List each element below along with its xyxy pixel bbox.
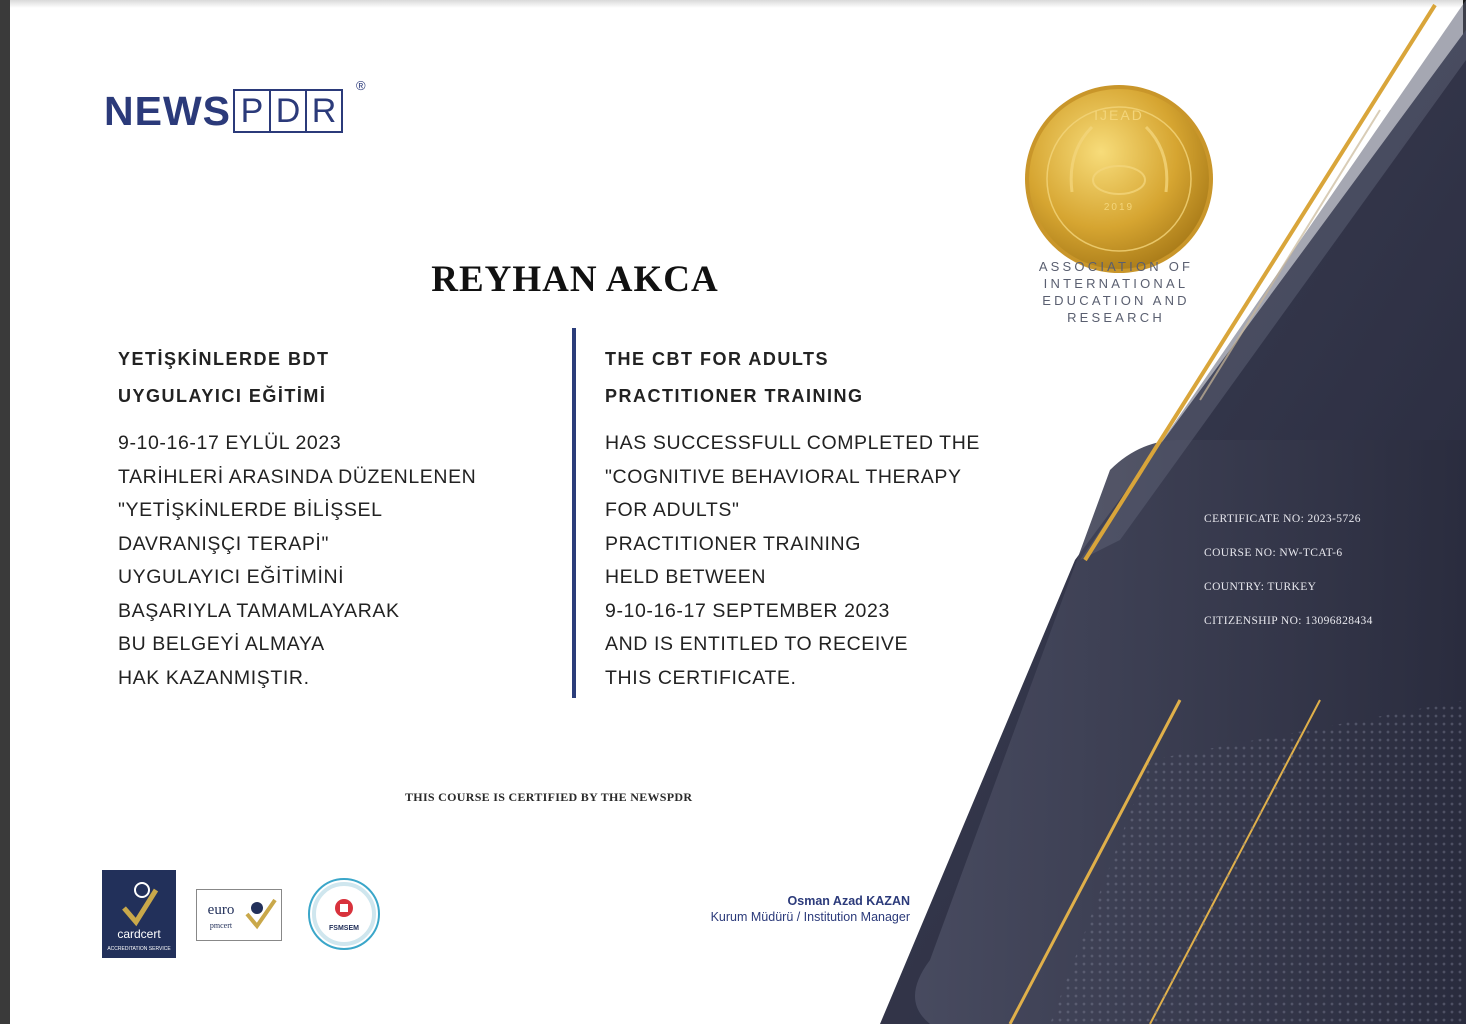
seal-top-text: IJEAD: [1094, 107, 1144, 123]
fsm-label: FSMSEM: [329, 925, 359, 932]
cardcert-badge-icon: [102, 870, 176, 958]
association-line: INTERNATIONAL: [1043, 276, 1189, 291]
association-line: EDUCATION AND: [1042, 293, 1190, 308]
heading-line: THE CBT FOR ADULTS: [605, 349, 829, 369]
body-line: HAS SUCCESSFULL COMPLETED THE: [605, 432, 980, 454]
newspdr-logo: [104, 78, 366, 136]
cardcert-sublabel: ACCREDITATION SERVICE: [107, 946, 171, 952]
logo-letter-p: P: [233, 89, 271, 133]
certificate-info: [1204, 502, 1373, 638]
body-line: TARİHLERİ ARASINDA DÜZENLENEN: [118, 465, 477, 488]
logo-letter-r: R: [305, 89, 343, 133]
turkish-text-column: [118, 341, 548, 695]
certification-note: THIS COURSE IS CERTIFIED BY THE NEWSPDR: [405, 790, 693, 804]
body-line: "YETİŞKİNLERDE BİLİŞSEL: [118, 499, 383, 521]
column-divider: [572, 328, 576, 698]
course-number: COURSE NO: NW-TCAT-6: [1204, 547, 1343, 559]
gold-seal-icon: [1022, 82, 1216, 276]
body-line: BU BELGEYİ ALMAYA: [118, 633, 325, 655]
body-line: AND IS ENTITLED TO RECEIVE: [605, 633, 909, 655]
cardcert-label: cardcert: [117, 927, 161, 941]
logo-pdr-boxes: [235, 89, 343, 133]
body-line: FOR ADULTS": [605, 499, 740, 521]
body-line: 9-10-16-17 EYLÜL 2023: [118, 432, 342, 454]
recipient-name: REYHAN AKCA: [431, 259, 719, 300]
heading-line: UYGULAYICI EĞİTİMİ: [118, 386, 327, 406]
seal-year: 2019: [1103, 202, 1135, 213]
turkish-body: [118, 427, 548, 695]
body-line: HELD BETWEEN: [605, 566, 767, 588]
logo-letter-d: D: [269, 89, 307, 133]
registered-mark: ®: [356, 78, 366, 93]
euro-label: euro: [207, 902, 235, 918]
english-body: [605, 427, 1045, 695]
english-text-column: [605, 341, 1045, 695]
heading-line: YETİŞKİNLERDE BDT: [118, 349, 330, 369]
association-text: [1020, 258, 1212, 326]
signatory-name: Osman Azad KAZAN: [787, 894, 910, 908]
country: COUNTRY: TURKEY: [1204, 581, 1317, 593]
heading-line: PRACTITIONER TRAINING: [605, 386, 864, 406]
euro-sublabel: pmcert: [209, 921, 233, 930]
body-line: UYGULAYICI EĞİTİMİNİ: [118, 566, 345, 588]
body-line: THIS CERTIFICATE.: [605, 666, 797, 689]
certificate-number: CERTIFICATE NO: 2023-5726: [1204, 513, 1361, 525]
association-line: ASSOCIATION OF: [1038, 259, 1194, 274]
fsmsem-badge-icon: [306, 876, 382, 952]
citizenship-number: CITIZENSHIP NO: 13096828434: [1204, 615, 1373, 627]
body-line: HAK KAZANMIŞTIR.: [118, 666, 310, 689]
body-line: 9-10-16-17 SEPTEMBER 2023: [605, 599, 890, 622]
signatory-role: Kurum Müdürü / Institution Manager: [710, 910, 910, 924]
body-line: "COGNITIVE BEHAVIORAL THERAPY: [605, 465, 962, 488]
body-line: PRACTITIONER TRAINING: [605, 532, 862, 555]
turkish-heading: [118, 341, 548, 415]
body-line: DAVRANIŞÇI TERAPİ": [118, 532, 329, 555]
english-heading: [605, 341, 1045, 415]
signatory-block: [640, 894, 910, 924]
euro-pmcert-badge-icon: [196, 889, 282, 941]
association-line: RESEARCH: [1067, 310, 1165, 325]
body-line: BAŞARIYLA TAMAMLAYARAK: [118, 599, 400, 622]
logo-news-text: NEWS: [104, 87, 231, 134]
